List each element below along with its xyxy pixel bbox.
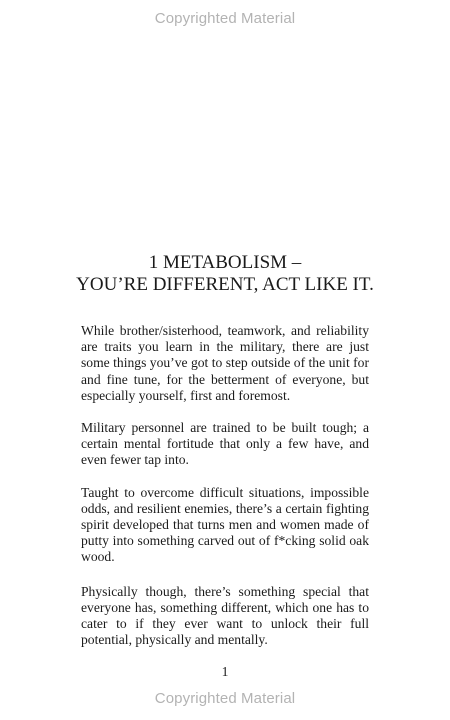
chapter-title-line-1: 1 METABOLISM – [148, 252, 302, 273]
chapter-title-line-2: YOU’RE DIFFERENT, ACT LIKE IT. [76, 274, 374, 295]
paragraph: Physically though, there’s something special that everyone has, something different, which one has to cater to if they ever want to unlock their full potential, physically and mentally. [81, 583, 369, 648]
paragraph: Military personnel are trained to be built tough; a certain mental fortitude that only a few have, and even fewer tap into. [81, 420, 369, 468]
chapter-title [0, 252, 450, 296]
paragraph: Taught to overcome difficult situations, impossible odds, and resilient enemies, there’s a certain fighting spirit developed that turns men and women made of putty into something carved out of f*cking solid oak wood. [81, 484, 369, 565]
page-number: 1 [221, 664, 229, 679]
copyright-watermark-bottom: Copyrighted Material [154, 690, 296, 707]
body-text [81, 323, 369, 664]
paragraph: While brother/sisterhood, teamwork, and reliability are traits you learn in the military, there are just some things you’ve got to step outside of the unit for and fine tune, for the betterment of everyone, but especially yourself, first and foremost. [81, 323, 369, 403]
copyright-watermark-top: Copyrighted Material [154, 10, 296, 27]
